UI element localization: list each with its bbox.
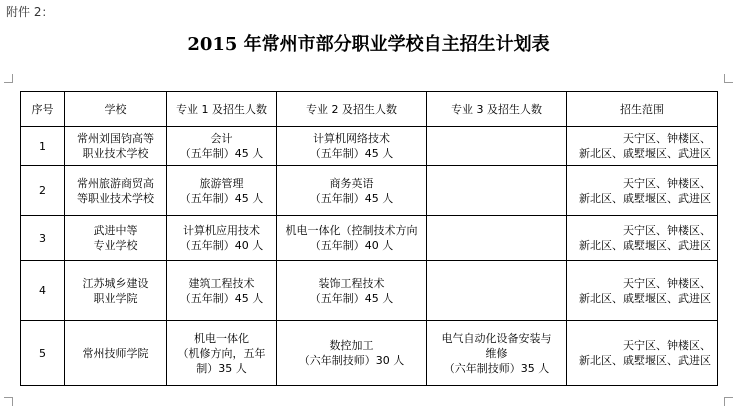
page-title: 2015 年常州市部分职业学校自主招生计划表	[187, 34, 550, 55]
region-text: 天宁区、钟楼区、	[623, 276, 711, 290]
school-name: 等职业技术学校	[77, 191, 154, 205]
major-name: 机电一体化	[194, 331, 249, 345]
school-name: 武进中等	[93, 224, 138, 237]
major-detail: （机修方向，五年	[177, 346, 266, 360]
school-cell	[65, 127, 167, 166]
major-quota: （五年制）45 人	[179, 191, 264, 205]
row-number: 4	[21, 261, 65, 321]
column-header: 专业 3 及招生人数	[427, 92, 567, 127]
region-text: 新北区、戚墅堰区、武进区	[579, 191, 711, 205]
major3-cell	[427, 321, 567, 386]
major1-cell	[167, 166, 277, 216]
major-name: 装饰工程技术	[318, 276, 385, 290]
column-header: 序号	[21, 92, 65, 127]
major-name: 计算机网络技术	[313, 132, 390, 145]
major-name: 计算机应用技术	[183, 224, 260, 237]
school-name: 专业学校	[93, 239, 138, 252]
region-text: 天宁区、钟楼区、	[623, 176, 711, 190]
major-name: 电气自动化设备安装与	[441, 331, 552, 345]
region-cell	[567, 321, 718, 386]
school-name: 职业学院	[93, 291, 138, 305]
attachment-label: 附件 2：	[6, 5, 54, 19]
row-number: 3	[21, 216, 65, 261]
row-number: 1	[21, 127, 65, 166]
major1-cell	[167, 261, 277, 321]
major2-cell	[277, 321, 427, 386]
region-text: 天宁区、钟楼区、	[623, 132, 711, 145]
region-cell	[567, 216, 718, 261]
table-header-row	[21, 92, 718, 127]
major-quota: （五年制）45 人	[309, 147, 394, 160]
region-text: 新北区、戚墅堰区、武进区	[579, 147, 711, 160]
column-header: 学校	[65, 92, 167, 127]
major-quota: （五年制）45 人	[179, 147, 264, 160]
margin-corner-mark	[724, 397, 733, 406]
school-name: 江苏城乡建设	[82, 276, 149, 290]
region-text: 新北区、戚墅堰区、武进区	[579, 354, 711, 367]
region-text: 天宁区、钟楼区、	[623, 339, 711, 352]
column-header: 专业 2 及招生人数	[277, 92, 427, 127]
major2-cell	[277, 261, 427, 321]
major-quota: （五年制）45 人	[309, 291, 394, 305]
column-header: 专业 1 及招生人数	[167, 92, 277, 127]
region-cell	[567, 261, 718, 321]
margin-corner-mark	[4, 397, 13, 406]
major-name: 旅游管理	[199, 176, 244, 190]
school-name: 职业技术学校	[82, 147, 149, 160]
row-number: 2	[21, 166, 65, 216]
table-row	[21, 321, 718, 386]
region-cell	[567, 166, 718, 216]
region-text: 新北区、戚墅堰区、武进区	[579, 291, 711, 305]
major2-cell	[277, 216, 427, 261]
major-name: 会计	[210, 132, 233, 145]
region-cell	[567, 127, 718, 166]
major-quota: （六年制技师）35 人	[443, 361, 550, 375]
school-cell	[65, 261, 167, 321]
major-quota: （五年制）45 人	[309, 191, 394, 205]
major-name: 数控加工	[329, 339, 374, 352]
major-quota: 制）35 人	[196, 361, 247, 375]
row-number: 5	[21, 321, 65, 386]
major-name: 维修	[485, 346, 508, 360]
school-cell	[65, 321, 167, 386]
major-name: 机电一体化（控制技术方向	[285, 224, 418, 237]
table-row	[21, 127, 718, 166]
table-row	[21, 166, 718, 216]
major3-cell	[427, 127, 567, 166]
major2-cell	[277, 127, 427, 166]
major1-cell	[167, 216, 277, 261]
major-name: 建筑工程技术	[188, 276, 255, 290]
major1-cell	[167, 321, 277, 386]
major1-cell	[167, 127, 277, 166]
major-quota: （五年制）45 人	[179, 291, 264, 305]
table-row	[21, 261, 718, 321]
region-text: 新北区、戚墅堰区、武进区	[579, 239, 711, 252]
margin-corner-mark	[724, 74, 733, 83]
major2-cell	[277, 166, 427, 216]
column-header: 招生范围	[567, 92, 718, 127]
school-cell	[65, 216, 167, 261]
school-cell	[65, 166, 167, 216]
school-name: 常州技师学院	[82, 346, 149, 360]
major-quota: （五年制）40 人	[179, 239, 264, 252]
table-row	[21, 216, 718, 261]
school-name: 常州刘国钧高等	[77, 132, 154, 145]
major-quota: （六年制技师）30 人	[298, 354, 405, 367]
margin-corner-mark	[4, 74, 13, 83]
region-text: 天宁区、钟楼区、	[623, 224, 711, 237]
major3-cell	[427, 261, 567, 321]
major3-cell	[427, 216, 567, 261]
major-quota: （五年制）40 人	[309, 239, 394, 252]
school-name: 常州旅游商贸高	[77, 176, 154, 190]
major-name: 商务英语	[329, 176, 374, 190]
enrollment-plan-table	[20, 91, 718, 386]
major3-cell	[427, 166, 567, 216]
